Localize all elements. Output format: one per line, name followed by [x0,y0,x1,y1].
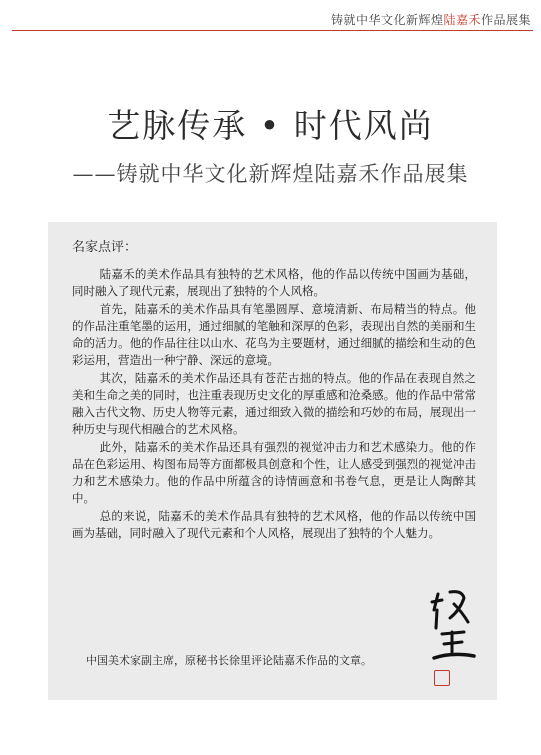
red-seal-stamp [434,670,450,686]
review-paragraph: 其次，陆嘉禾的美术作品还具有苍茫古拙的特点。他的作品在表现自然之美和生命之美的同时，也注重表现历史文化的厚重感和沧桑感。他的作品中常常融入古代文物、历史人物等元素，通过细致入微的描绘和巧妙的布局，展现出一种历史与现代相融合的艺术风格。 [72,371,476,436]
page-header [0,0,541,34]
review-attribution: 中国美术家副主席，原秘书长徐里评论陆嘉禾作品的文章。 [86,654,372,667]
header-divider [12,30,533,31]
page-subtitle: ——铸就中华文化新辉煌陆嘉禾作品展集 [72,162,469,186]
review-heading: 名家点评： [72,240,138,255]
calligraphy-signature [428,588,478,668]
header-title [331,11,531,28]
page-title: 艺脉传承 • 时代风尚 [107,106,434,145]
review-paragraph: 此外，陆嘉禾的美术作品还具有强烈的视觉冲击力和艺术感染力。他的作品在色彩运用、构图布局等方面都极具创意和个性，让人感受到强烈的视觉冲击力和艺术感染力。他的作品中所蕴含的诗情画意和书卷气息，更是让人陶醉其中。 [72,440,476,505]
review-paragraph: 总的来说，陆嘉禾的美术作品具有独特的艺术风格，他的作品以传统中国画为基础，同时融入了现代元素和个人风格，展现出了独特的个人魅力。 [72,509,476,540]
review-body [72,266,476,543]
review-paragraph: 陆嘉禾的美术作品具有独特的艺术风格，他的作品以传统中国画为基础，同时融入了现代元素，展现出了独特的个人风格。 [72,267,476,298]
review-paragraph: 首先，陆嘉禾的美术作品具有笔墨圆厚、意境清新、布局精当的特点。他的作品注重笔墨的运用，通过细腻的笔触和深厚的色彩，表现出自然的美丽和生命的活力。他的作品往往以山水、花鸟为主要题材，通过细腻的描绘和生动的色彩运用，营造出一种宁静、深远的意境。 [72,302,476,367]
header-title-tail: 作品展集 [480,13,531,27]
header-title-main: 铸就中华文化新辉煌 [330,13,444,27]
review-panel [48,222,497,700]
header-title-accent: 陆嘉禾 [443,13,481,27]
